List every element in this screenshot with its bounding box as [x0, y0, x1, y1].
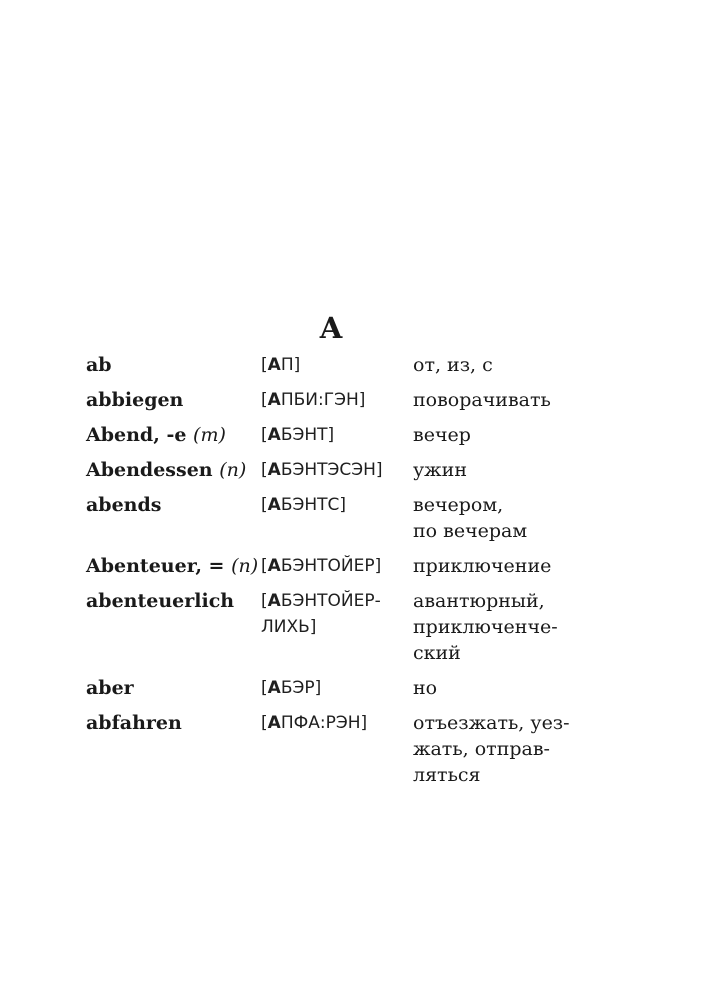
entry-translation	[413, 710, 666, 788]
dictionary-entry	[86, 387, 666, 413]
entry-headword: aber	[86, 677, 134, 699]
entry-headword-cell	[86, 492, 261, 518]
pronunciation-line: [АБЭНТОЙЕР]	[261, 556, 382, 576]
pronunciation-line: [АБЭНТС]	[261, 495, 347, 515]
translation-line: вечер	[413, 424, 471, 446]
pronunciation-rest: БЭНТС]	[280, 495, 347, 515]
stressed-syllable: А	[267, 678, 281, 698]
entry-translation	[413, 387, 666, 413]
stressed-syllable: А	[267, 390, 281, 410]
entry-headword-cell	[86, 675, 261, 701]
pronunciation-rest: ПФА:РЭН]	[280, 713, 368, 733]
entry-translation	[413, 492, 666, 544]
pronunciation-rest: ПБИ:ГЭН]	[280, 390, 366, 410]
entry-headword: abfahren	[86, 712, 182, 734]
section-letter-heading: А	[319, 311, 343, 345]
translation-line: от, из, с	[413, 354, 493, 376]
dictionary-entry	[86, 553, 666, 579]
entry-list	[86, 352, 666, 797]
translation-line: приключенче-	[413, 616, 558, 638]
entry-headword: Abendessen	[86, 459, 213, 481]
dictionary-entry	[86, 457, 666, 483]
dictionary-entry	[86, 492, 666, 544]
entry-headword-cell	[86, 352, 261, 378]
pronunciation-line: [АПФА:РЭН]	[261, 713, 368, 733]
entry-translation	[413, 675, 666, 701]
entry-pronunciation	[261, 553, 413, 579]
translation-line: отъезжать, уез-	[413, 712, 570, 734]
pronunciation-line: [АБЭНТ]	[261, 425, 335, 445]
translation-line: авантюрный,	[413, 590, 545, 612]
translation-line: по вечерам	[413, 520, 528, 542]
entry-headword-cell	[86, 457, 261, 483]
translation-line: ский	[413, 642, 461, 664]
entry-grammar-note: (n)	[231, 555, 259, 577]
translation-line: приключение	[413, 555, 552, 577]
translation-line: ляться	[413, 764, 481, 786]
translation-line: но	[413, 677, 438, 699]
entry-translation	[413, 422, 666, 448]
pronunciation-line: ЛИХЬ]	[261, 617, 317, 637]
stressed-syllable: А	[267, 425, 281, 445]
stressed-syllable: А	[267, 495, 281, 515]
pronunciation-rest: П]	[280, 355, 301, 375]
translation-line: вечером,	[413, 494, 504, 516]
entry-pronunciation	[261, 422, 413, 448]
dictionary-entry	[86, 352, 666, 378]
entry-pronunciation	[261, 387, 413, 413]
pronunciation-line: [АП]	[261, 355, 301, 375]
entry-headword-cell	[86, 710, 261, 736]
entry-pronunciation	[261, 352, 413, 378]
pronunciation-line: [АБЭНТЭСЭН]	[261, 460, 383, 480]
entry-pronunciation	[261, 492, 413, 518]
stressed-syllable: А	[267, 355, 281, 375]
entry-translation	[413, 457, 666, 483]
entry-headword-cell	[86, 422, 261, 448]
pronunciation-line: [АБЭР]	[261, 678, 322, 698]
entry-translation	[413, 352, 666, 378]
stressed-syllable: А	[267, 591, 281, 611]
entry-grammar-note: (m)	[193, 424, 226, 446]
entry-headword-cell	[86, 553, 261, 579]
entry-grammar-note: (n)	[219, 459, 247, 481]
entry-headword-cell	[86, 588, 261, 614]
pronunciation-rest: БЭНТЭСЭН]	[280, 460, 383, 480]
entry-pronunciation	[261, 457, 413, 483]
entry-pronunciation	[261, 675, 413, 701]
entry-translation	[413, 588, 666, 666]
dictionary-entry	[86, 710, 666, 788]
stressed-syllable: А	[267, 556, 281, 576]
entry-headword: Abend, -e	[86, 424, 187, 446]
dictionary-entry	[86, 588, 666, 666]
dictionary-entry	[86, 422, 666, 448]
entry-headword: abenteuerlich	[86, 590, 235, 612]
pronunciation-line: [АБЭНТОЙЕР-	[261, 591, 381, 611]
entry-pronunciation	[261, 710, 413, 736]
entry-translation	[413, 553, 666, 579]
entry-headword: ab	[86, 354, 112, 376]
pronunciation-rest: БЭНТОЙЕР-	[280, 591, 381, 611]
stressed-syllable: А	[267, 460, 281, 480]
entry-headword-cell	[86, 387, 261, 413]
pronunciation-rest: БЭР]	[280, 678, 322, 698]
stressed-syllable: А	[267, 713, 281, 733]
entry-pronunciation	[261, 588, 413, 640]
translation-line: поворачивать	[413, 389, 551, 411]
dictionary-entry	[86, 675, 666, 701]
pronunciation-line: [АПБИ:ГЭН]	[261, 390, 366, 410]
entry-headword: abends	[86, 494, 162, 516]
translation-line: жать, отправ-	[413, 738, 550, 760]
pronunciation-rest: БЭНТ]	[280, 425, 335, 445]
pronunciation-rest: БЭНТОЙЕР]	[280, 556, 382, 576]
entry-headword: abbiegen	[86, 389, 184, 411]
translation-line: ужин	[413, 459, 467, 481]
entry-headword: Abenteuer, =	[86, 555, 225, 577]
